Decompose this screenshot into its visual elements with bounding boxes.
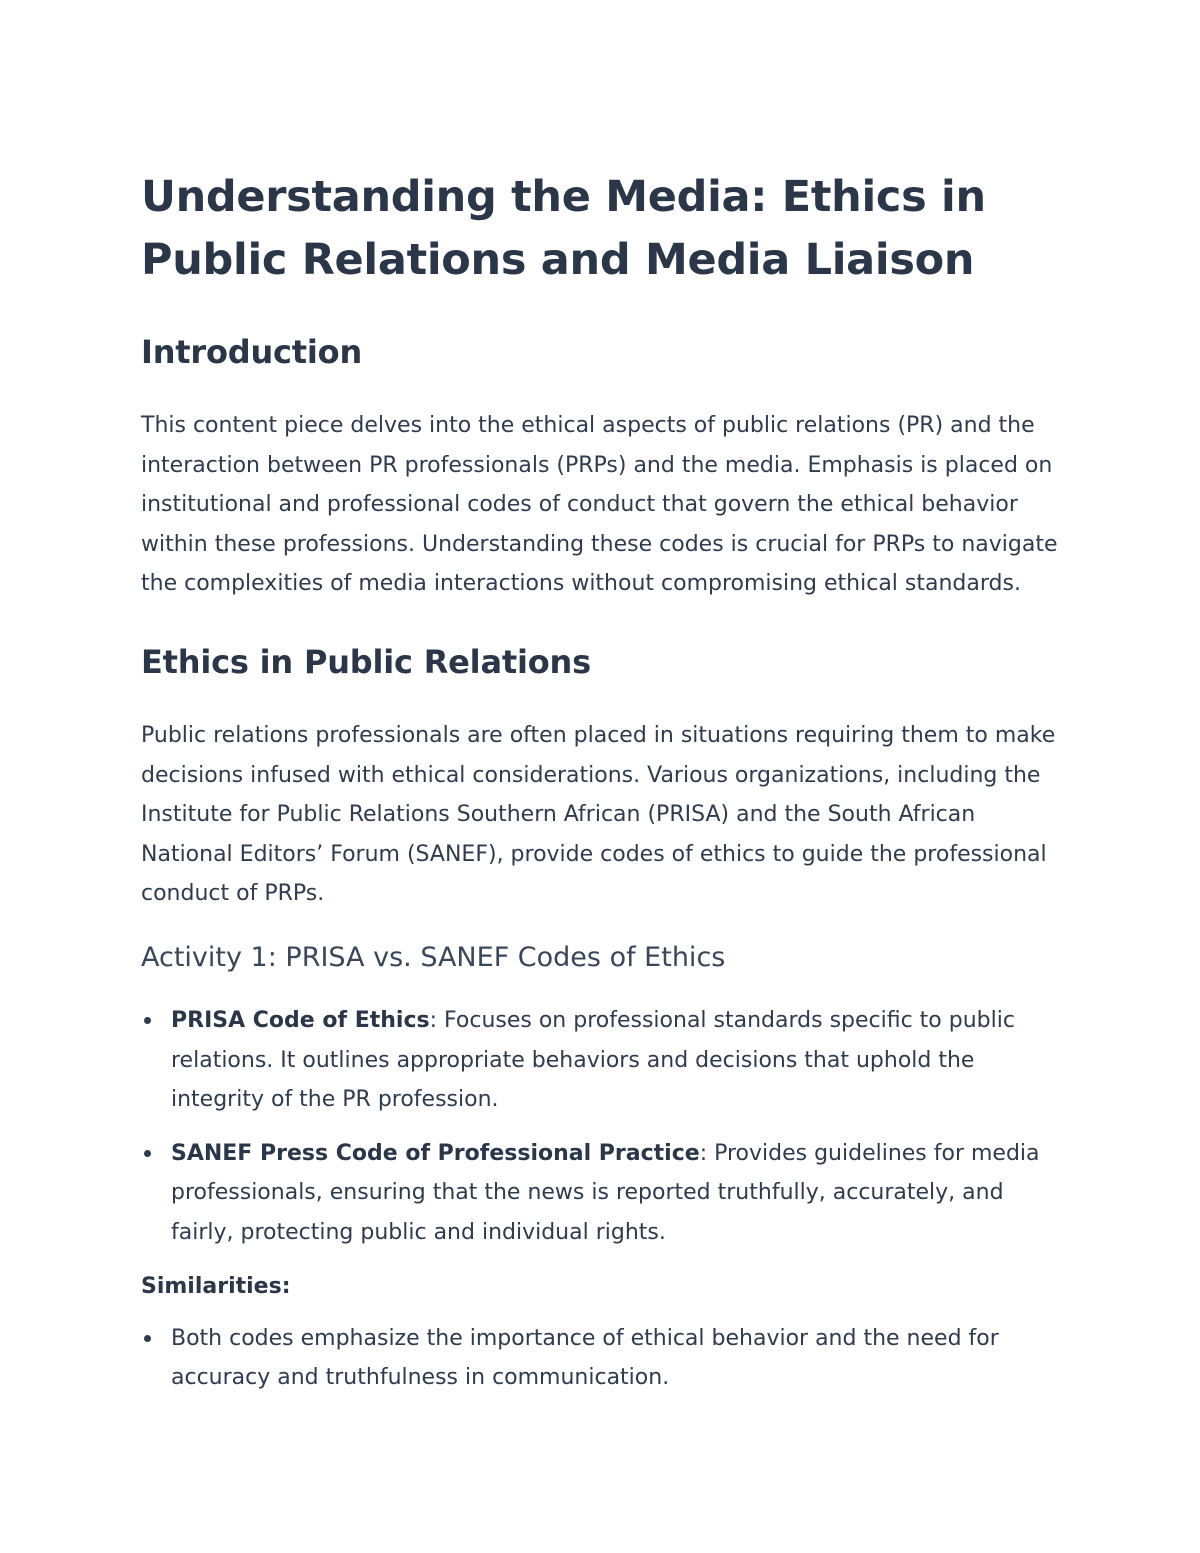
list-item xyxy=(141,1001,1071,1120)
activity-heading: Activity 1: PRISA vs. SANEF Codes of Ethics xyxy=(141,941,726,973)
list-item-text: Both codes emphasize the importance of ethical behavior and the need for accuracy and truthfulness in communication. xyxy=(171,1325,999,1391)
bullet-icon xyxy=(144,1335,151,1342)
bullet-icon xyxy=(144,1017,151,1024)
activity-list xyxy=(141,1001,1071,1253)
introduction-heading: Introduction xyxy=(141,333,363,371)
document-page xyxy=(141,166,1071,1398)
list-item-term: SANEF Press Code of Professional Practice xyxy=(171,1140,700,1166)
bullet-icon xyxy=(144,1150,151,1157)
ethics-paragraph: Public relations professionals are often placed in situations requiring them to make decisions infused with ethical considerations. Various organizations, including the Institute for Public Relations Southern African (PRISA) and the South African National Editors’ Forum (SANEF), provide codes of ethics to guide the professional conduct of PRPs. xyxy=(141,722,1056,907)
list-item-text: : Focuses on professional standards specific to public relations. It outlines appropriate behaviors and decisions that uphold the integrity of the PR profession. xyxy=(171,1007,1015,1113)
document-title: Understanding the Media: Ethics in Public Relations and Media Liaison xyxy=(141,172,986,285)
ethics-heading: Ethics in Public Relations xyxy=(141,642,591,681)
list-item-term: PRISA Code of Ethics xyxy=(171,1007,430,1033)
list-item-text: : Provides guidelines for media professionals, ensuring that the news is reported truthfully, accurately, and fairly, protecting public and individual rights. xyxy=(171,1140,1040,1245)
introduction-paragraph: This content piece delves into the ethical aspects of public relations (PR) and the interaction between PR professionals (PRPs) and the media. Emphasis is placed on institutional and professional codes of conduct that govern the ethical behavior within these professions. Understanding these codes is crucial for PRPs to navigate the complexities of media interactions without compromising ethical standards. xyxy=(141,413,1058,597)
similarities-list xyxy=(141,1319,1071,1398)
list-item xyxy=(141,1134,1071,1253)
similarities-label: Similarities: xyxy=(141,1273,291,1299)
list-item xyxy=(141,1319,1071,1398)
